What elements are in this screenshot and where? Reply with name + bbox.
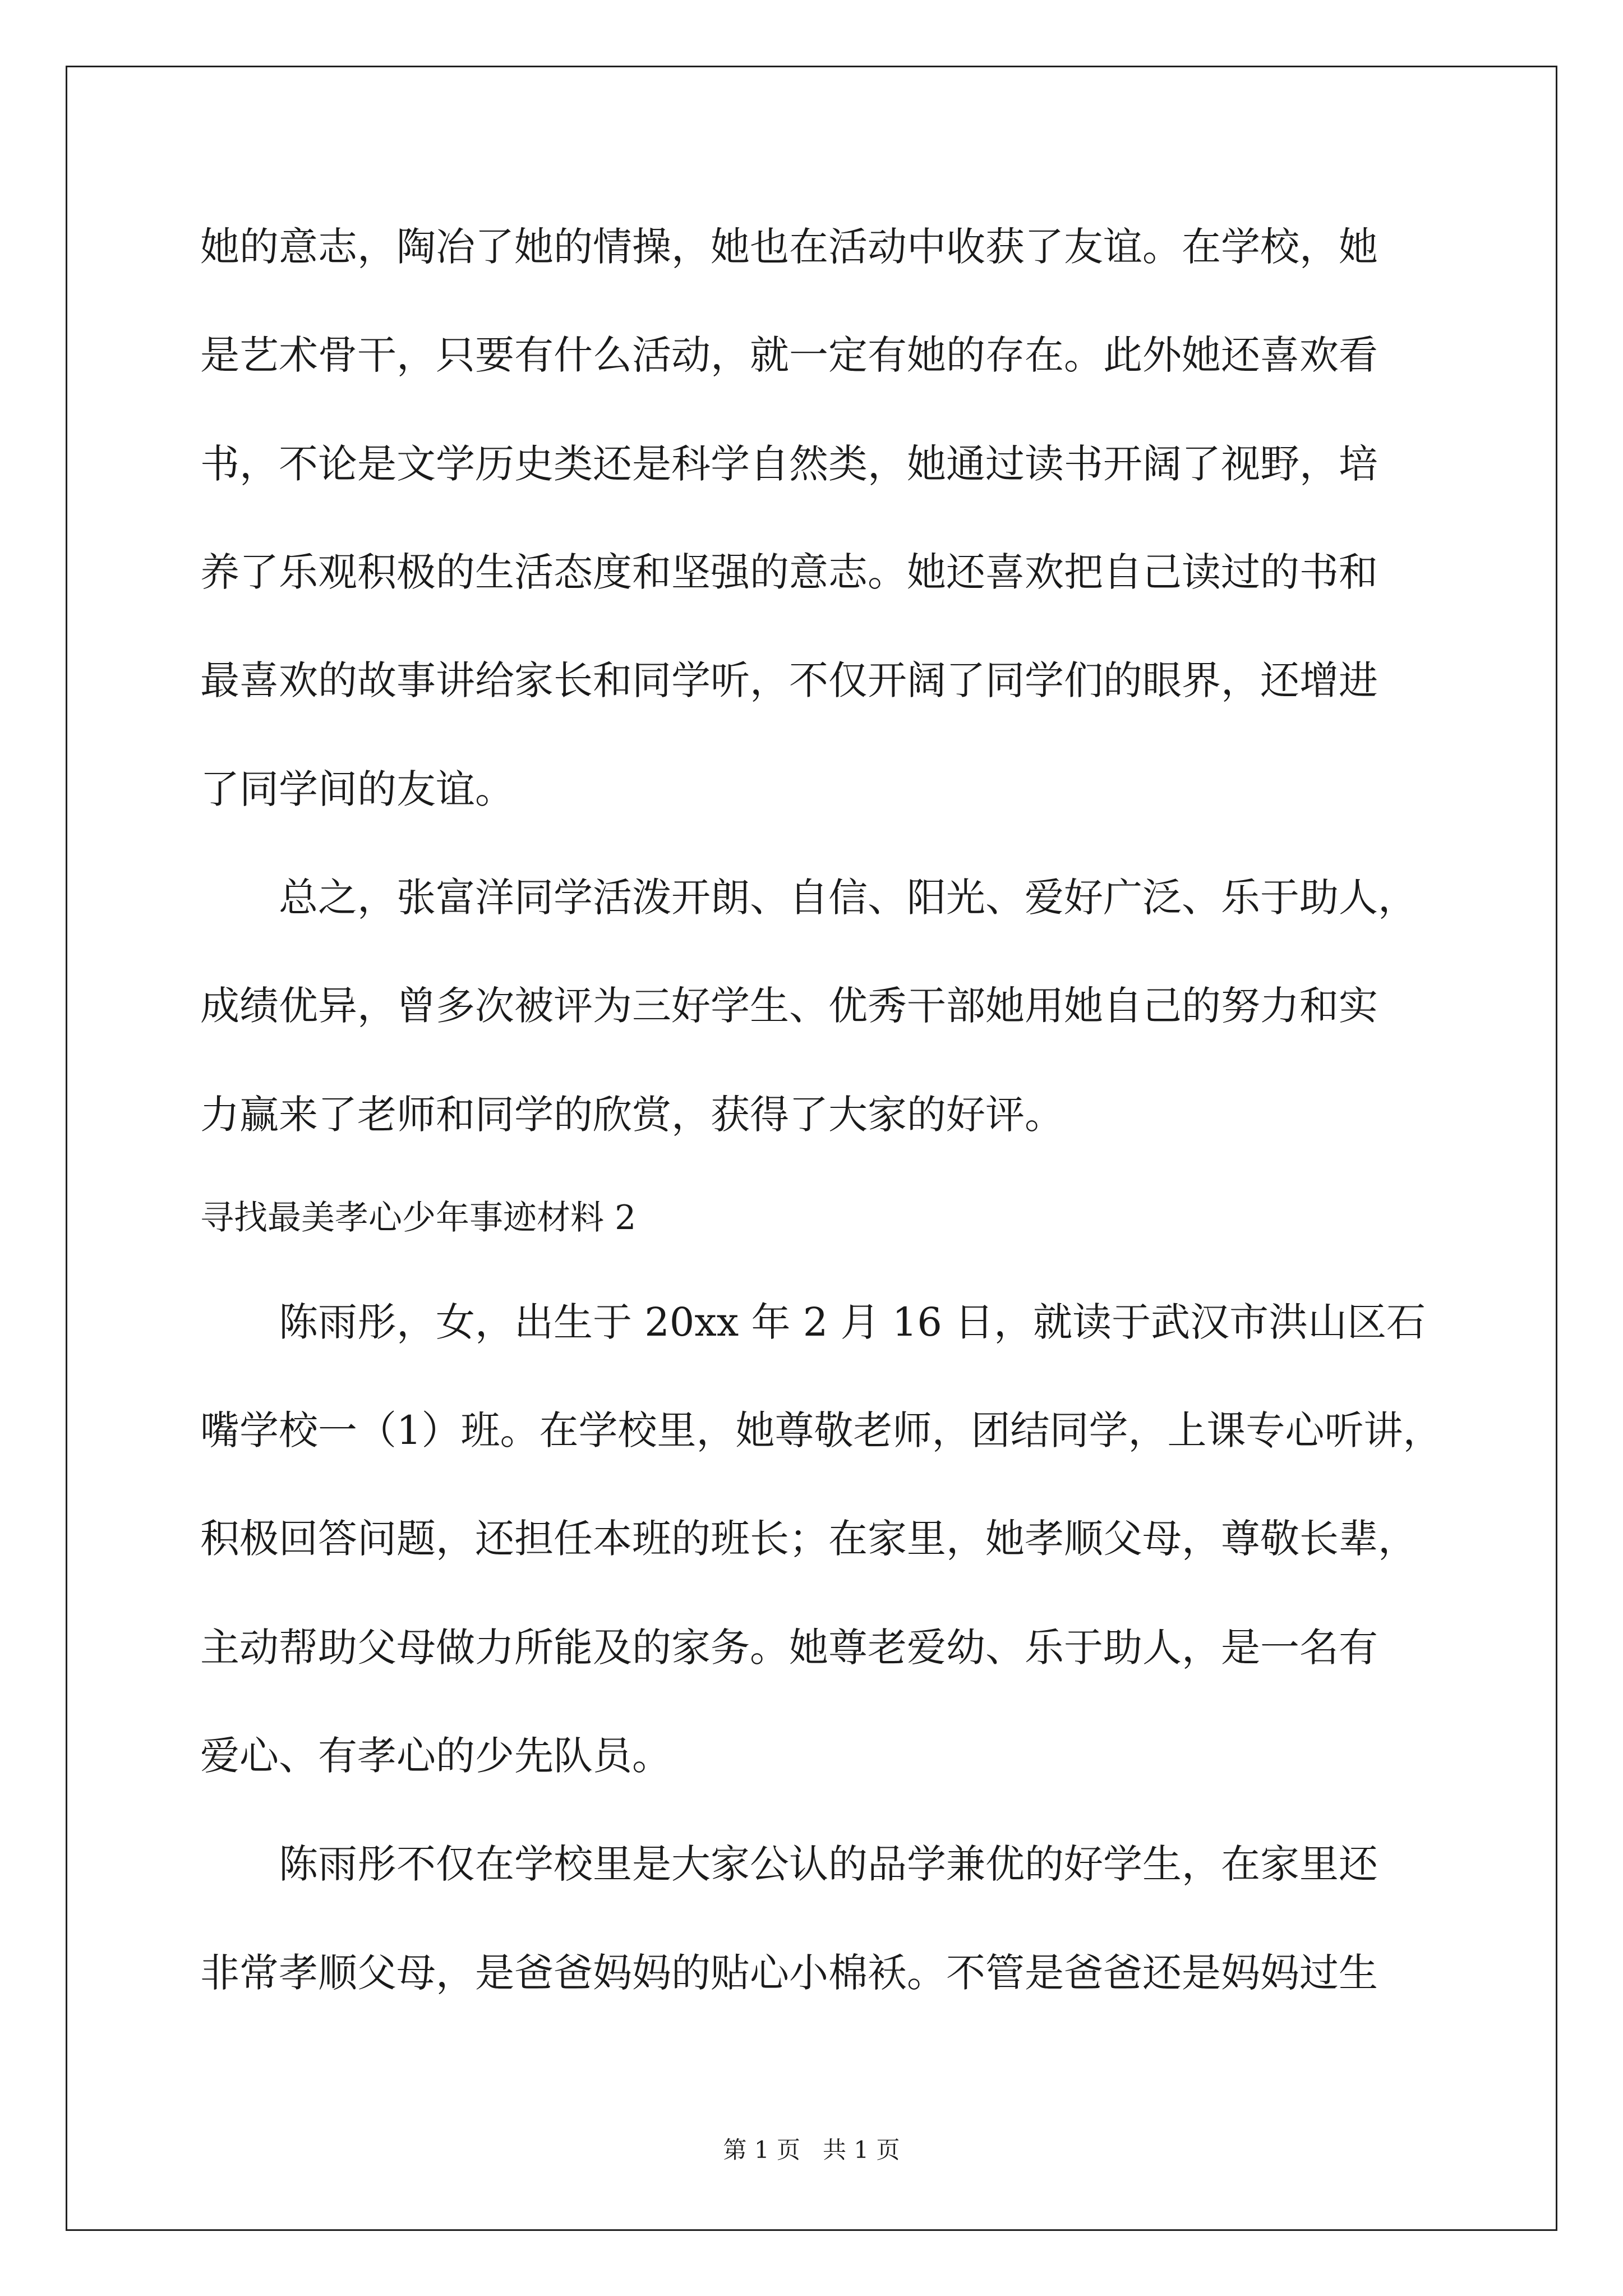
text-line: 她的意志，陶冶了她的情操，她也在活动中收获了友谊。在学校，她 [200, 224, 1378, 270]
text-line: 最喜欢的故事讲给家长和同学听，不仅开阔了同学们的眼界，还增进 [200, 657, 1378, 703]
page-border [66, 66, 1557, 2231]
text-line: 爱心、有孝心的少先队员。 [200, 1733, 671, 1779]
text-line: 是艺术骨干，只要有什么活动，就一定有她的存在。此外她还喜欢看 [200, 332, 1378, 378]
section-heading: 寻找最美孝心少年事迹材料 2 [200, 1198, 637, 1237]
text-line: 力赢来了老师和同学的欣赏，获得了大家的好评。 [200, 1092, 1064, 1138]
text-line: 陈雨彤，女，出生于 20xx 年 2 月 16 日，就读于武汉市洪山区石 [279, 1299, 1426, 1345]
text-line: 非常孝顺父母，是爸爸妈妈的贴心小棉袄。不管是爸爸还是妈妈过生 [200, 1950, 1378, 1996]
text-line: 成绩优异，曾多次被评为三好学生、优秀干部她用她自己的努力和实 [200, 983, 1378, 1029]
text-line: 了同学间的友谊。 [200, 766, 514, 812]
text-line: 总之，张富洋同学活泼开朗、自信、阳光、爱好广泛、乐于助人， [279, 875, 1417, 921]
text-line: 积极回答问题，还担任本班的班长；在家里，她孝顺父母，尊敬长辈， [200, 1516, 1417, 1562]
text-line: 书，不论是文学历史类还是科学自然类，她通过读书开阔了视野，培 [200, 441, 1378, 487]
page-footer: 第 1 页 共 1 页 [723, 2136, 900, 2164]
text-line: 主动帮助父母做力所能及的家务。她尊老爱幼、乐于助人，是一名有 [200, 1625, 1378, 1671]
text-line: 嘴学校一（1）班。在学校里，她尊敬老师，团结同学，上课专心听讲， [200, 1407, 1442, 1453]
text-line: 陈雨彤不仅在学校里是大家公认的品学兼优的好学生，在家里还 [279, 1841, 1378, 1887]
text-line: 养了乐观积极的生活态度和坚强的意志。她还喜欢把自己读过的书和 [200, 549, 1378, 595]
